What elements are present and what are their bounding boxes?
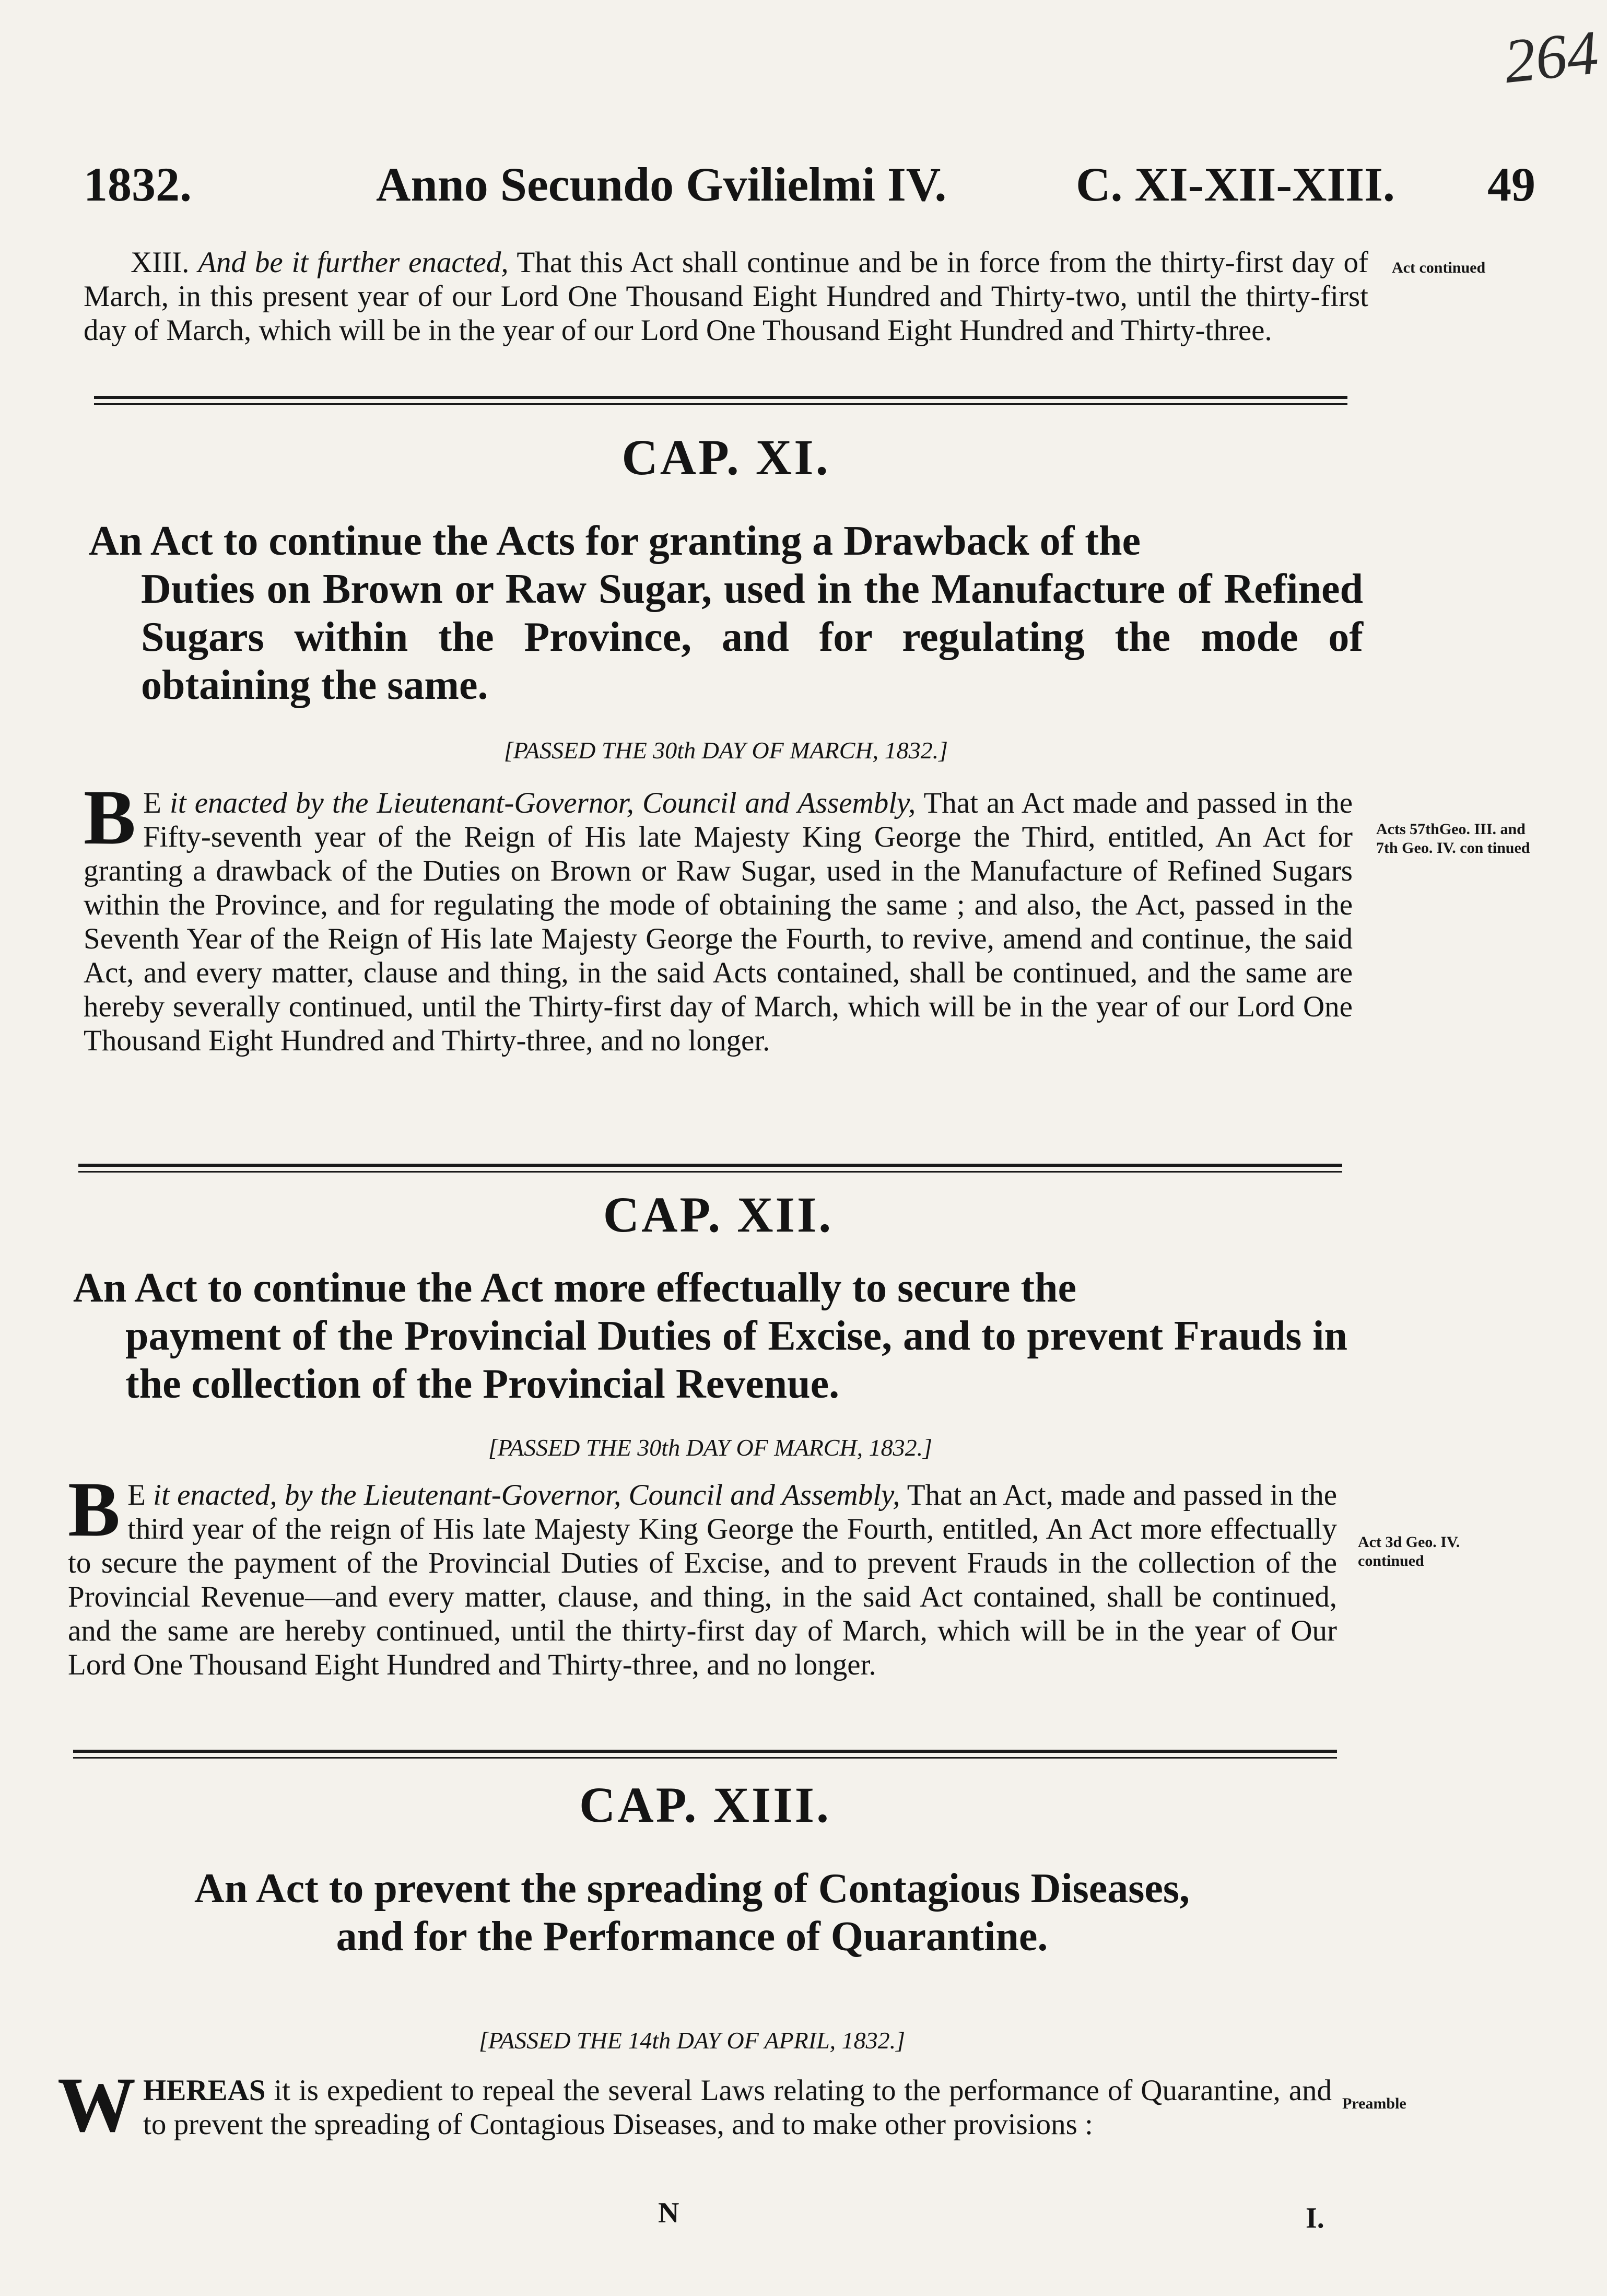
handwritten-page-number: 264 <box>1500 17 1602 97</box>
catchword: I. <box>1306 2202 1324 2234</box>
cap-xii-title-line1: An Act to continue the Act more effectually to secure the <box>73 1265 1077 1311</box>
divider-rule-thin <box>78 1171 1342 1173</box>
body-text: That an Act, made and passed in the third year of the reign of His late Majesty King George the Fourth, entitled, An Act more effectually to secure the payment of the Provincial Duties of Excise, and to prevent Frauds in the collection of the Provincial Revenue—and every matter, clause, and thing, in the said Act contained, shall be continued, and the same are hereby continued, until the thirty-first day of March, which will be in the year of Our Lord One Thousand Eight Hundred and Thirty-three, and no longer. <box>68 1479 1337 1681</box>
cap-xiii-title <box>57 1865 1327 1961</box>
divider-rule-thin <box>94 403 1347 405</box>
preamble-text: it is expedient to repeal the several Laws relating to the performance of Quarantine, and to prevent the spreading of Contagious Diseases, and to make other provisions : <box>143 2074 1332 2141</box>
divider-rule <box>73 1750 1337 1753</box>
cap-xii-title-rest: payment of the Provincial Duties of Excise, and to prevent Frauds in the collection of the Provincial Revenue. <box>125 1313 1347 1407</box>
first-word: HEREAS <box>143 2074 266 2107</box>
drop-cap: B <box>68 1466 121 1553</box>
signature-mark: N <box>658 2197 679 2229</box>
divider-rule-thin <box>73 1757 1337 1759</box>
drop-cap: B <box>84 774 136 861</box>
cap-xi-heading: CAP. XI. <box>621 429 830 485</box>
margin-note-preamble: Preamble <box>1342 2095 1406 2112</box>
section-number: XIII. <box>131 246 190 279</box>
cap-xi-passed-date: [PASSED THE 30th DAY OF MARCH, 1832.] <box>503 737 948 764</box>
cap-xii-passed-date: [PASSED THE 30th DAY OF MARCH, 1832.] <box>488 1434 933 1461</box>
running-header <box>84 157 1535 230</box>
cap-xi-body <box>84 774 1353 1058</box>
enacting-clause: it enacted, by the Lieutenant-Governor, Council and Assembly, <box>153 1479 900 1512</box>
cap-xi-title <box>89 517 1363 709</box>
cap-xiii-title-line1: An Act to prevent the spreading of Contagious Diseases, <box>194 1866 1190 1912</box>
cap-xi-title-rest: Duties on Brown or Raw Sugar, used in the Manufacture of Refined Sugars within the Province, and for regulating the mode of obtaining the same. <box>141 566 1363 708</box>
cap-xiii-passed-date: [PASSED THE 14th DAY OF APRIL, 1832.] <box>478 2027 906 2054</box>
first-word: E <box>143 787 161 819</box>
body-text: That an Act made and passed in the Fifty-seventh year of the Reign of His late Majesty King George the Third, entitled, An Act for granting a drawback of the Duties on Brown or Raw Sugar, used in the Manufacture of Refined Sugars within the Province, and for regulating the mode of obtaining the same ; and also, the Act, passed in the Seventh Year of the Reign of His late Majesty George the Fourth, to revive, amend and continue, the said Act, and every matter, clause and thing, in the said Acts contained, shall be continued, and the same are hereby severally continued, until the Thirty-first day of March, which will be in the year of our Lord One Thousand Eight Hundred and Thirty-three, and no longer. <box>84 787 1353 1057</box>
cap-xii-body <box>68 1466 1337 1682</box>
margin-note-act-continued: Act continued <box>1392 259 1486 276</box>
first-word: E <box>127 1479 146 1512</box>
drop-cap: W <box>57 2061 136 2148</box>
divider-rule <box>94 396 1347 399</box>
header-chapters: C. XI-XII-XIII. <box>1076 158 1395 211</box>
enacting-clause: it enacted by the Lieutenant-Governor, Council and Assembly, <box>169 787 916 819</box>
section-text: That this Act shall continue and be in force from the thirty-first day of March, in this present year of our Lord One Thousand Eight Hundred and Thirty-two, until the thirty-first day of March, which will be in the year of our Lord One Thousand Eight Hundred and Thirty-three. <box>84 246 1368 347</box>
cap-xiii-heading: CAP. XIII. <box>579 1777 831 1833</box>
enacting-clause: And be it further enacted, <box>198 246 509 279</box>
header-year: 1832. <box>84 158 192 211</box>
cap-xii-title <box>73 1264 1347 1408</box>
divider-rule <box>78 1164 1342 1167</box>
header-page-number: 49 <box>1487 158 1535 211</box>
cap-xiii-title-line2: and for the Performance of Quarantine. <box>336 1914 1048 1960</box>
section-xiii-paragraph <box>84 245 1368 347</box>
margin-note-cap-xii: Act 3d Geo. IV. continued <box>1358 1533 1460 1569</box>
cap-xiii-preamble <box>57 2061 1332 2148</box>
cap-xii-heading: CAP. XII. <box>603 1187 834 1243</box>
header-anno: Anno Secundo Gvilielmi IV. <box>376 158 947 211</box>
cap-xi-title-line1: An Act to continue the Acts for granting a Drawback of the <box>89 518 1141 564</box>
margin-note-cap-xi: Acts 57thGeo. III. and 7th Geo. IV. con tinued <box>1376 821 1530 857</box>
